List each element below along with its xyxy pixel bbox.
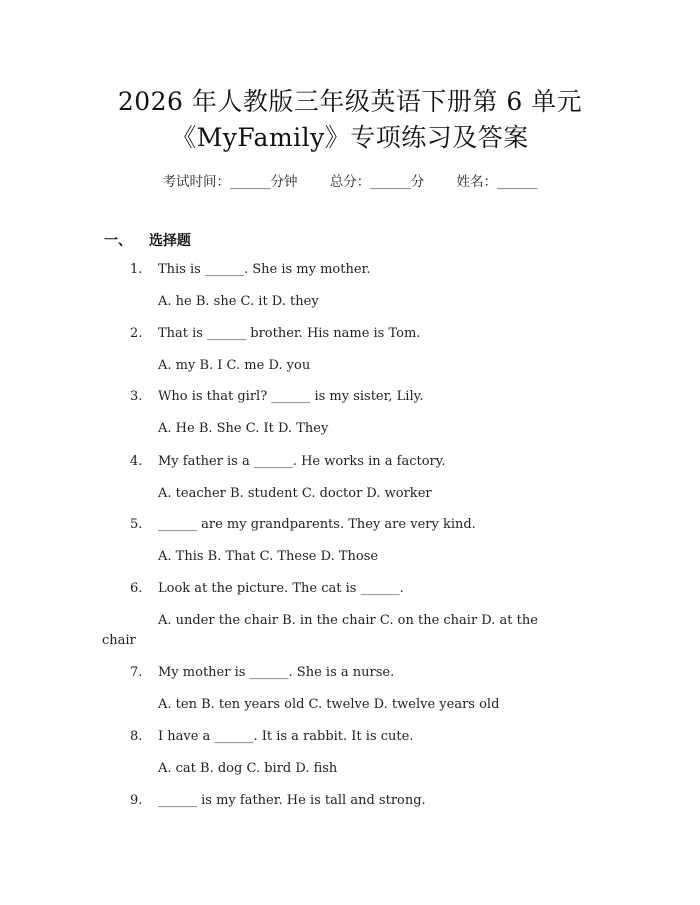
exam-student-name: 姓名：______ bbox=[456, 174, 538, 190]
question-7 bbox=[130, 665, 394, 680]
question-number: 7. bbox=[130, 665, 143, 680]
question-number: 8. bbox=[130, 729, 143, 744]
options-line-1: A. under the chair B. in the chair C. on the chair D. at the bbox=[158, 613, 538, 628]
exam-time: 考试时间：______分钟 bbox=[162, 174, 298, 190]
question-4 bbox=[130, 454, 446, 469]
exam-meta bbox=[0, 170, 700, 190]
section-number: 一、 bbox=[104, 233, 132, 249]
question-2 bbox=[130, 326, 420, 341]
section-title: 选择题 bbox=[148, 233, 191, 249]
question-number: 6. bbox=[130, 581, 143, 596]
question-number: 3. bbox=[130, 389, 143, 404]
question-4-options: A. teacher B. student C. doctor D. worker bbox=[158, 486, 432, 501]
question-text: That is ______ brother. His name is Tom. bbox=[158, 326, 421, 341]
section-heading bbox=[104, 230, 191, 250]
question-text: Look at the picture. The cat is ______. bbox=[158, 581, 404, 596]
question-text: ______ are my grandparents. They are very kind. bbox=[158, 517, 476, 532]
question-text: This is ______. She is my mother. bbox=[158, 262, 371, 277]
exam-total-score: 总分：______分 bbox=[329, 174, 425, 190]
question-8 bbox=[130, 729, 413, 744]
question-number: 9. bbox=[130, 793, 143, 808]
question-6-options bbox=[102, 611, 578, 651]
question-text: My mother is ______. She is a nurse. bbox=[158, 665, 395, 680]
question-text: I have a ______. It is a rabbit. It is cute. bbox=[158, 729, 414, 744]
question-number: 4. bbox=[130, 454, 143, 469]
question-text: Who is that girl? ______ is my sister, Lily. bbox=[158, 389, 424, 404]
question-1 bbox=[130, 262, 370, 277]
question-number: 1. bbox=[130, 262, 143, 277]
question-2-options: A. my B. I C. me D. you bbox=[158, 358, 311, 373]
document-title-line-1: 2026 年人教版三年级英语下册第 6 单元 bbox=[117, 87, 583, 116]
question-6 bbox=[130, 581, 404, 596]
options-line-2: chair bbox=[102, 633, 136, 648]
question-8-options: A. cat B. dog C. bird D. fish bbox=[158, 761, 338, 776]
question-5 bbox=[130, 517, 476, 532]
question-number: 5. bbox=[130, 517, 143, 532]
question-text: My father is a ______. He works in a factory. bbox=[158, 454, 446, 469]
question-7-options: A. ten B. ten years old C. twelve D. twelve years old bbox=[158, 697, 500, 712]
question-1-options: A. he B. she C. it D. they bbox=[158, 294, 319, 309]
question-3-options: A. He B. She C. It D. They bbox=[158, 421, 329, 436]
question-3 bbox=[130, 389, 423, 404]
question-text: ______ is my father. He is tall and strong. bbox=[158, 793, 426, 808]
document-title-line-2: 《MyFamily》专项练习及答案 bbox=[171, 123, 529, 152]
question-9 bbox=[130, 793, 426, 808]
question-5-options: A. This B. That C. These D. Those bbox=[158, 549, 379, 564]
question-number: 2. bbox=[130, 326, 143, 341]
